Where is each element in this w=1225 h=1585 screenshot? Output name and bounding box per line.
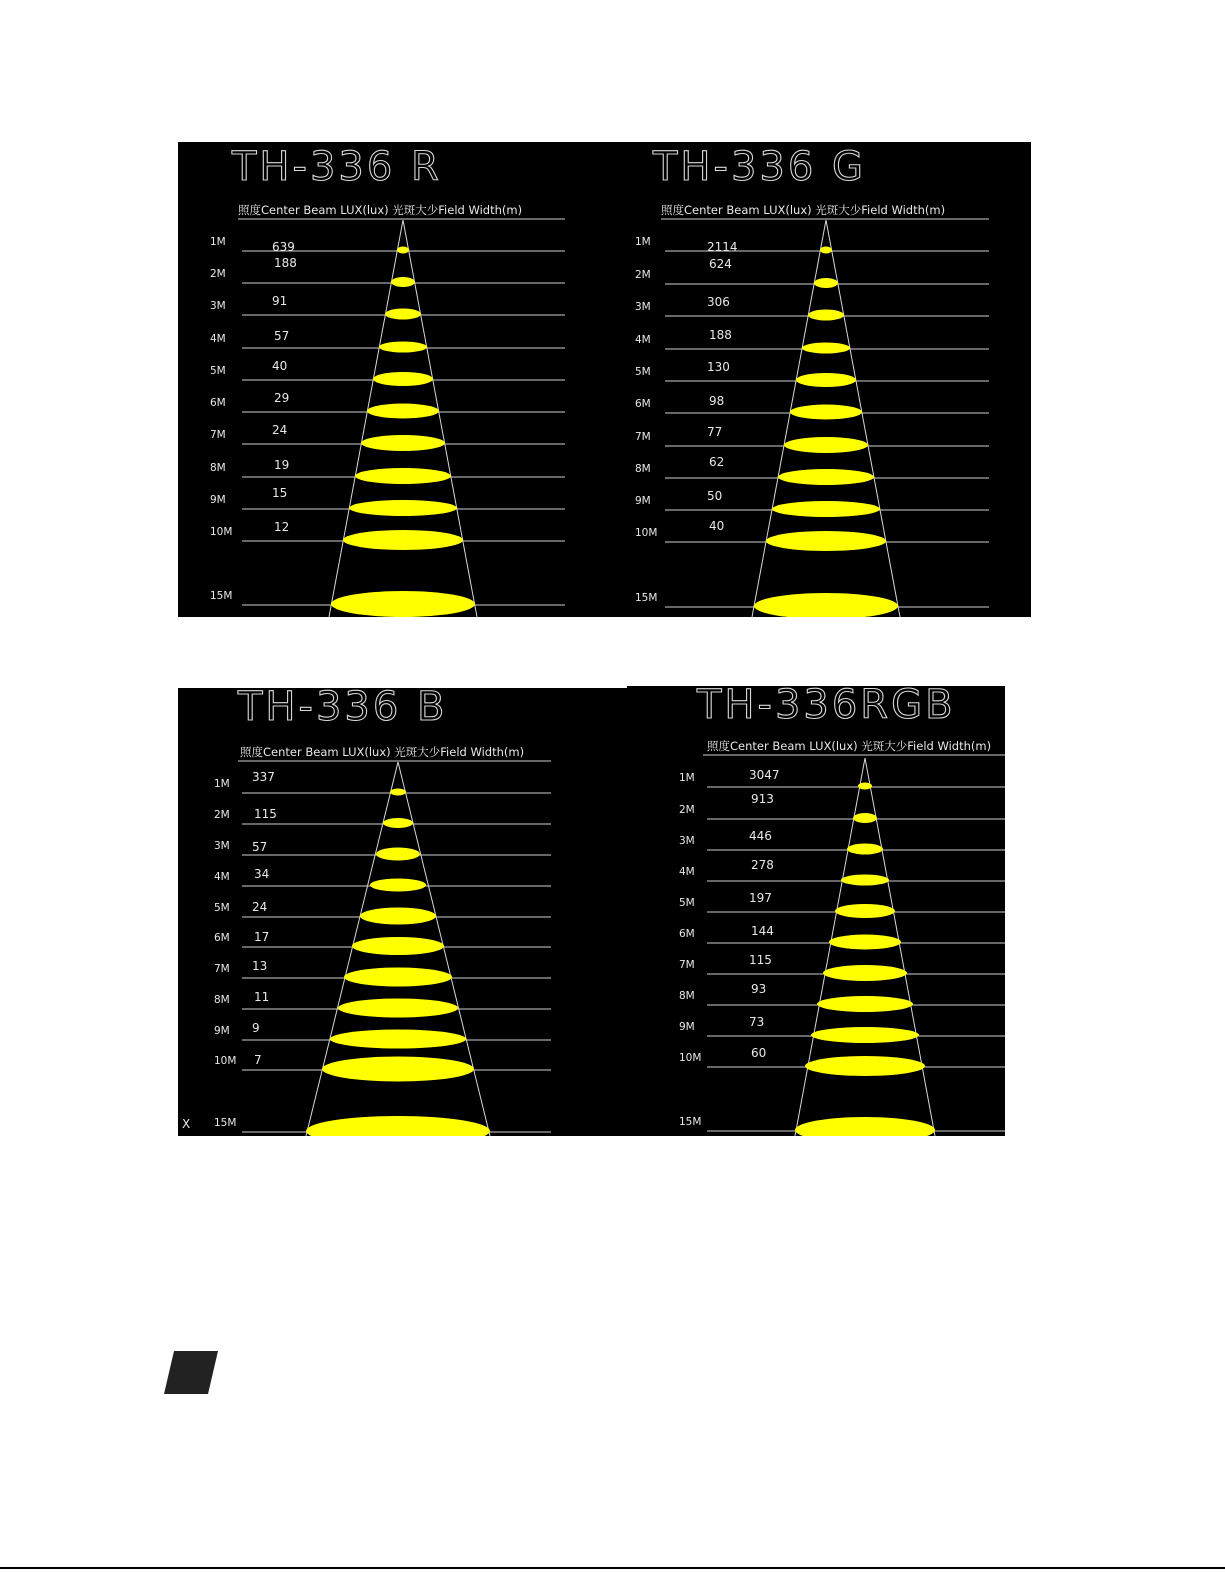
column-header: 照度Center Beam LUX(lux) 光斑大少Field Width(m) bbox=[661, 203, 946, 217]
beam-diagram-b bbox=[178, 688, 627, 1136]
lux-value: 188 bbox=[709, 328, 732, 342]
beam-spot bbox=[802, 343, 850, 354]
distance-label: 3M bbox=[679, 835, 695, 847]
distance-label: 6M bbox=[679, 928, 695, 940]
lux-value: 62 bbox=[709, 455, 725, 469]
panel-title: TH-336RGB bbox=[697, 686, 956, 728]
lux-value: 93 bbox=[751, 982, 767, 996]
beam-spot bbox=[331, 591, 475, 617]
panel-b bbox=[178, 688, 627, 1136]
beam-edge-right bbox=[403, 220, 477, 617]
distance-label: 9M bbox=[635, 495, 651, 507]
panel-title: TH-336 G bbox=[653, 144, 867, 190]
distance-label: 2M bbox=[635, 269, 651, 281]
beam-spot bbox=[376, 848, 420, 861]
distance-label: 3M bbox=[635, 301, 651, 313]
lux-value: 639 bbox=[272, 240, 295, 254]
distance-label: 3M bbox=[214, 840, 230, 852]
lux-value: 115 bbox=[749, 953, 772, 967]
beam-edge-left bbox=[329, 220, 403, 617]
distance-label: 10M bbox=[679, 1052, 702, 1064]
beam-spot bbox=[841, 875, 889, 886]
lux-value: 50 bbox=[707, 489, 723, 503]
distance-label: 1M bbox=[679, 772, 695, 784]
lux-value: 11 bbox=[254, 990, 270, 1004]
panel-rgb bbox=[627, 686, 1005, 1136]
beam-spot bbox=[338, 999, 458, 1018]
distance-label: 5M bbox=[214, 902, 230, 914]
distance-label: 3M bbox=[210, 300, 226, 312]
beam-spot bbox=[795, 1117, 935, 1136]
lux-value: 337 bbox=[252, 770, 275, 784]
lux-value: 15 bbox=[272, 486, 288, 500]
beam-spot bbox=[808, 310, 844, 321]
panel-g bbox=[595, 142, 1031, 617]
beam-spot bbox=[858, 783, 872, 790]
lux-value: 446 bbox=[749, 829, 772, 843]
distance-label: 15M bbox=[635, 592, 658, 604]
lux-value: 306 bbox=[707, 295, 730, 309]
lux-value: 17 bbox=[254, 930, 270, 944]
lux-value: 144 bbox=[751, 924, 774, 938]
lux-value: 3047 bbox=[749, 768, 780, 782]
beam-spot bbox=[847, 844, 883, 855]
lux-value: 13 bbox=[252, 959, 268, 973]
beam-diagram-g bbox=[595, 142, 1031, 617]
beam-spot bbox=[379, 342, 427, 353]
lux-value: 40 bbox=[272, 359, 288, 373]
panel-title: TH-336 B bbox=[238, 688, 448, 730]
panel-r bbox=[178, 142, 595, 617]
lux-value: 40 bbox=[709, 519, 725, 533]
lux-value: 188 bbox=[274, 256, 297, 270]
lux-value: 19 bbox=[274, 458, 290, 472]
distance-label: 4M bbox=[679, 866, 695, 878]
lux-value: 130 bbox=[707, 360, 730, 374]
lux-value: 98 bbox=[709, 394, 725, 408]
lux-value: 73 bbox=[749, 1015, 765, 1029]
lux-value: 24 bbox=[272, 423, 288, 437]
beam-spot bbox=[322, 1057, 474, 1082]
distance-label: 2M bbox=[210, 268, 226, 280]
distance-label: 15M bbox=[214, 1117, 237, 1129]
beam-spot bbox=[811, 1027, 919, 1043]
lux-value: 12 bbox=[274, 520, 290, 534]
beam-spot bbox=[370, 879, 426, 892]
panel-title: TH-336 R bbox=[232, 144, 442, 190]
beam-spot bbox=[330, 1030, 466, 1049]
lux-value: 91 bbox=[272, 294, 288, 308]
distance-label: 4M bbox=[635, 334, 651, 346]
lux-value: 2114 bbox=[707, 240, 738, 254]
distance-label: 7M bbox=[214, 963, 230, 975]
distance-label: 5M bbox=[679, 897, 695, 909]
beam-spot bbox=[383, 818, 413, 828]
beam-spot bbox=[820, 247, 832, 254]
beam-spot bbox=[397, 247, 409, 254]
lux-value: 57 bbox=[252, 840, 268, 854]
lux-value: 624 bbox=[709, 257, 732, 271]
distance-label: 1M bbox=[210, 236, 226, 248]
beam-spot bbox=[352, 937, 444, 955]
beam-spot bbox=[784, 437, 868, 453]
beam-spot bbox=[361, 435, 445, 451]
distance-label: 15M bbox=[679, 1116, 702, 1128]
beam-spot bbox=[373, 372, 433, 386]
lux-value: 913 bbox=[751, 792, 774, 806]
lux-value: 7 bbox=[254, 1053, 262, 1067]
distance-label: 8M bbox=[214, 994, 230, 1006]
distance-label: 1M bbox=[635, 236, 651, 248]
distance-label: 10M bbox=[214, 1055, 237, 1067]
distance-label: 1M bbox=[214, 778, 230, 790]
beam-spot bbox=[306, 1116, 490, 1136]
distance-label: 8M bbox=[635, 463, 651, 475]
beam-spot bbox=[385, 309, 421, 320]
column-header: 照度Center Beam LUX(lux) 光斑大少Field Width(m) bbox=[238, 203, 523, 217]
beam-spot bbox=[344, 968, 452, 987]
parallelogram-tab-icon bbox=[164, 1351, 218, 1394]
distance-label: 9M bbox=[679, 1021, 695, 1033]
lux-value: 24 bbox=[252, 900, 268, 914]
distance-label: 10M bbox=[210, 526, 233, 538]
beam-spot bbox=[754, 593, 898, 617]
beam-spot bbox=[817, 996, 913, 1012]
page-bottom-rule bbox=[0, 1567, 1225, 1569]
lux-value: 77 bbox=[707, 425, 723, 439]
beam-spot bbox=[835, 904, 895, 918]
beam-spot bbox=[772, 501, 880, 517]
corner-mark: X bbox=[182, 1117, 191, 1131]
beam-spot bbox=[790, 405, 862, 420]
lux-value: 197 bbox=[749, 891, 772, 905]
distance-label: 5M bbox=[635, 366, 651, 378]
beam-spot bbox=[814, 278, 838, 288]
beam-spot bbox=[367, 404, 439, 419]
distance-label: 6M bbox=[635, 398, 651, 410]
distance-label: 6M bbox=[214, 932, 230, 944]
beam-diagram-rgb bbox=[627, 686, 1005, 1136]
column-header: 照度Center Beam LUX(lux) 光斑大少Field Width(m) bbox=[707, 739, 992, 753]
lux-value: 34 bbox=[254, 867, 270, 881]
lux-value: 115 bbox=[254, 807, 277, 821]
distance-label: 6M bbox=[210, 397, 226, 409]
distance-label: 4M bbox=[210, 333, 226, 345]
distance-label: 15M bbox=[210, 590, 233, 602]
beam-spot bbox=[778, 469, 874, 485]
beam-spot bbox=[853, 813, 877, 823]
distance-label: 7M bbox=[679, 959, 695, 971]
lux-value: 29 bbox=[274, 391, 290, 405]
distance-label: 8M bbox=[679, 990, 695, 1002]
distance-label: 9M bbox=[210, 494, 226, 506]
distance-label: 7M bbox=[635, 431, 651, 443]
beam-spot bbox=[823, 965, 907, 981]
column-header: 照度Center Beam LUX(lux) 光斑大少Field Width(m) bbox=[240, 745, 525, 759]
distance-label: 8M bbox=[210, 462, 226, 474]
lux-value: 60 bbox=[751, 1046, 767, 1060]
beam-spot bbox=[390, 789, 406, 796]
distance-label: 4M bbox=[214, 871, 230, 883]
distance-label: 2M bbox=[679, 804, 695, 816]
distance-label: 9M bbox=[214, 1025, 230, 1037]
beam-diagram-r bbox=[178, 142, 595, 617]
distance-label: 2M bbox=[214, 809, 230, 821]
lux-value: 278 bbox=[751, 858, 774, 872]
beam-spot bbox=[391, 277, 415, 287]
beam-spot bbox=[349, 500, 457, 516]
lux-value: 57 bbox=[274, 329, 290, 343]
beam-spot bbox=[343, 530, 463, 550]
beam-spot bbox=[805, 1056, 925, 1076]
beam-spot bbox=[766, 531, 886, 551]
distance-label: 5M bbox=[210, 365, 226, 377]
beam-spot bbox=[829, 935, 901, 950]
beam-spot bbox=[360, 908, 436, 925]
beam-spot bbox=[796, 373, 856, 387]
beam-spot bbox=[355, 468, 451, 484]
distance-label: 10M bbox=[635, 527, 658, 539]
lux-value: 9 bbox=[252, 1021, 260, 1035]
distance-label: 7M bbox=[210, 429, 226, 441]
